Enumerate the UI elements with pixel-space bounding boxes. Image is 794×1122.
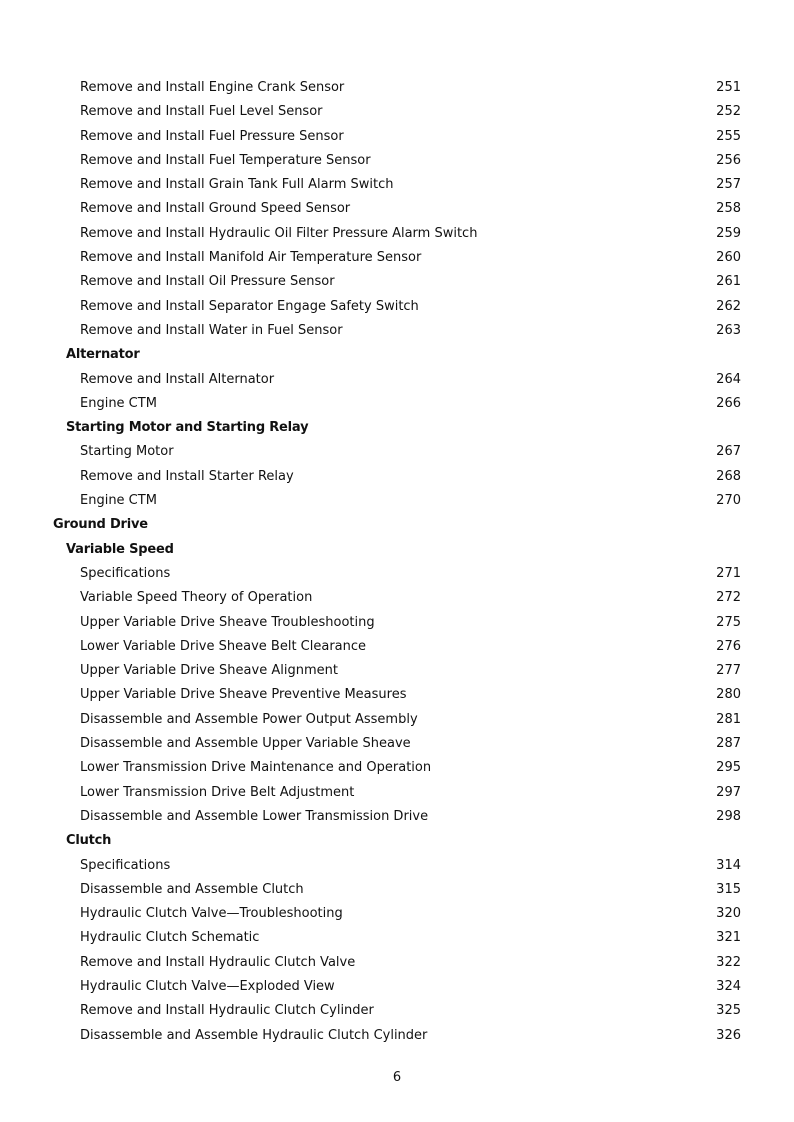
toc-entry-title: Remove and Install Alternator [80, 371, 275, 387]
toc-entry-page-number: 298 [716, 808, 741, 824]
toc-entry-page-number: 261 [716, 274, 741, 290]
toc-entry-title: Disassemble and Assemble Upper Variable Sheave [80, 736, 411, 752]
toc-entry-page-number: 252 [716, 104, 741, 120]
toc-entry[interactable] [0, 999, 794, 1023]
toc-entry-title: Disassemble and Assemble Power Output Assembly [80, 711, 418, 727]
toc-entry[interactable] [0, 732, 794, 756]
toc-section-heading[interactable] [0, 513, 794, 537]
toc-entry-page-number: 275 [716, 614, 741, 630]
toc-entry[interactable] [0, 1024, 794, 1048]
toc-entry[interactable] [0, 295, 794, 319]
toc-entry-title: Upper Variable Drive Sheave Alignment [80, 663, 338, 679]
toc-entry-page-number: 281 [716, 711, 741, 727]
toc-entry-page-number: 255 [716, 128, 741, 144]
toc-entry[interactable] [0, 489, 794, 513]
toc-entry[interactable] [0, 125, 794, 149]
toc-entry-page-number: 251 [716, 80, 741, 95]
toc-entry-title: Alternator [66, 347, 140, 363]
toc-entry-title: Specifications [80, 857, 171, 873]
toc-entry-title: Remove and Install Oil Pressure Sensor [80, 274, 335, 290]
toc-entry-title: Disassemble and Assemble Hydraulic Clutch Cylinder [80, 1027, 428, 1043]
toc-entry-title: Ground Drive [53, 517, 148, 533]
toc-entry-page-number: 325 [716, 1003, 741, 1019]
toc-entry-page-number: 280 [716, 687, 741, 703]
toc-entry-title: Specifications [80, 565, 171, 581]
toc-entry-page-number: 268 [716, 468, 741, 484]
toc-entry-title: Remove and Install Ground Speed Sensor [80, 201, 351, 217]
toc-subsection-heading[interactable] [0, 829, 794, 853]
toc-entry[interactable] [0, 465, 794, 489]
toc-entry-page-number: 287 [716, 736, 741, 752]
toc-entry[interactable] [0, 781, 794, 805]
toc-entry-title: Lower Transmission Drive Belt Adjustment [80, 784, 355, 800]
toc-entry-page-number: 270 [716, 493, 741, 509]
toc-entry-title: Starting Motor [80, 444, 174, 460]
toc-entry-title: Remove and Install Fuel Level Sensor [80, 104, 323, 120]
toc-entry-page-number: 276 [716, 638, 741, 654]
toc-entry-page-number: 258 [716, 201, 741, 217]
toc-entry-title: Remove and Install Starter Relay [80, 468, 294, 484]
page-number: 6 [392, 1070, 402, 1085]
toc-entry[interactable] [0, 926, 794, 950]
toc-entry[interactable] [0, 100, 794, 124]
toc-entry-page-number: 266 [716, 395, 741, 411]
toc-entry[interactable] [0, 246, 794, 270]
toc-entry[interactable] [0, 197, 794, 221]
toc-entry[interactable] [0, 392, 794, 416]
toc-entry-page-number: 326 [716, 1027, 741, 1043]
toc-entry-title: Upper Variable Drive Sheave Preventive Measures [80, 687, 407, 703]
toc-entry[interactable] [0, 683, 794, 707]
toc-entry-page-number: 322 [716, 954, 741, 970]
toc-entry-page-number: 263 [716, 322, 741, 338]
toc-entry-title: Remove and Install Hydraulic Clutch Cylinder [80, 1003, 374, 1019]
toc-entry-title: Clutch [66, 833, 112, 849]
toc-entry[interactable] [0, 878, 794, 902]
toc-entry[interactable] [0, 368, 794, 392]
toc-entry[interactable] [0, 756, 794, 780]
toc-entry-title: Remove and Install Fuel Temperature Sensor [80, 152, 371, 168]
toc-entry[interactable] [0, 586, 794, 610]
toc-entry-page-number: 314 [716, 857, 741, 873]
toc-entry-title: Remove and Install Fuel Pressure Sensor [80, 128, 344, 144]
toc-entry-page-number: 277 [716, 663, 741, 679]
toc-entry[interactable] [0, 951, 794, 975]
toc-entry[interactable] [0, 149, 794, 173]
toc-entry-page-number: 315 [716, 881, 741, 897]
toc-entry[interactable] [0, 562, 794, 586]
toc-entry-title: Lower Variable Drive Sheave Belt Clearance [80, 638, 367, 654]
toc-entry-page-number: 320 [716, 906, 741, 922]
toc-entry[interactable] [0, 708, 794, 732]
toc-entry-title: Remove and Install Separator Engage Safety Switch [80, 298, 419, 314]
toc-entry-title: Hydraulic Clutch Schematic [80, 930, 260, 946]
toc-entry-title: Engine CTM [80, 493, 157, 509]
toc-entry-page-number: 262 [716, 298, 741, 314]
toc-entry-title: Disassemble and Assemble Clutch [80, 881, 304, 897]
toc-entry-page-number: 295 [716, 760, 741, 776]
toc-entry-title: Upper Variable Drive Sheave Troubleshooting [80, 614, 375, 630]
toc-entry[interactable] [0, 611, 794, 635]
toc-entry-title: Remove and Install Grain Tank Full Alarm Switch [80, 177, 394, 193]
toc-entry-page-number: 256 [716, 152, 741, 168]
toc-entry-page-number: 297 [716, 784, 741, 800]
toc-entry-title: Lower Transmission Drive Maintenance and Operation [80, 760, 432, 776]
toc-entry[interactable] [0, 805, 794, 829]
toc-entry-page-number: 257 [716, 177, 741, 193]
toc-entry[interactable] [0, 902, 794, 926]
toc-entry-title: Disassemble and Assemble Lower Transmission Drive [80, 808, 429, 824]
toc-entry-page-number: 271 [716, 565, 741, 581]
toc-entry-title: Remove and Install Manifold Air Temperature Sensor [80, 250, 422, 266]
toc-entry-title: Engine CTM [80, 395, 157, 411]
toc-entry[interactable] [0, 659, 794, 683]
toc-entry-page-number: 259 [716, 225, 741, 241]
toc-entry-page-number: 267 [716, 444, 741, 460]
toc-entry[interactable] [0, 635, 794, 659]
toc-entry[interactable] [0, 173, 794, 197]
toc-entry-page-number: 260 [716, 250, 741, 266]
toc-entry-page-number: 321 [716, 930, 741, 946]
toc-subsection-heading[interactable] [0, 343, 794, 367]
toc-entry-title: Variable Speed [66, 541, 174, 557]
toc-entry-title: Remove and Install Hydraulic Oil Filter Pressure Alarm Switch [80, 225, 478, 241]
toc-subsection-heading[interactable] [0, 416, 794, 440]
table-of-contents [0, 76, 794, 1048]
toc-subsection-heading[interactable] [0, 538, 794, 562]
toc-entry[interactable] [0, 76, 794, 100]
toc-entry-title: Remove and Install Engine Crank Sensor [80, 80, 345, 95]
toc-entry[interactable] [0, 854, 794, 878]
toc-entry-title: Remove and Install Water in Fuel Sensor [80, 322, 343, 338]
toc-entry-title: Variable Speed Theory of Operation [80, 590, 313, 606]
toc-entry[interactable] [0, 975, 794, 999]
toc-entry-page-number: 264 [716, 371, 741, 387]
toc-entry-title: Starting Motor and Starting Relay [66, 420, 309, 436]
toc-entry[interactable] [0, 222, 794, 246]
toc-entry-title: Hydraulic Clutch Valve—Exploded View [80, 978, 335, 994]
toc-entry-page-number: 272 [716, 590, 741, 606]
toc-entry[interactable] [0, 270, 794, 294]
toc-entry-title: Hydraulic Clutch Valve—Troubleshooting [80, 906, 343, 922]
toc-entry-title: Remove and Install Hydraulic Clutch Valve [80, 954, 356, 970]
toc-entry-page-number: 324 [716, 978, 741, 994]
toc-entry[interactable] [0, 319, 794, 343]
toc-entry[interactable] [0, 440, 794, 464]
